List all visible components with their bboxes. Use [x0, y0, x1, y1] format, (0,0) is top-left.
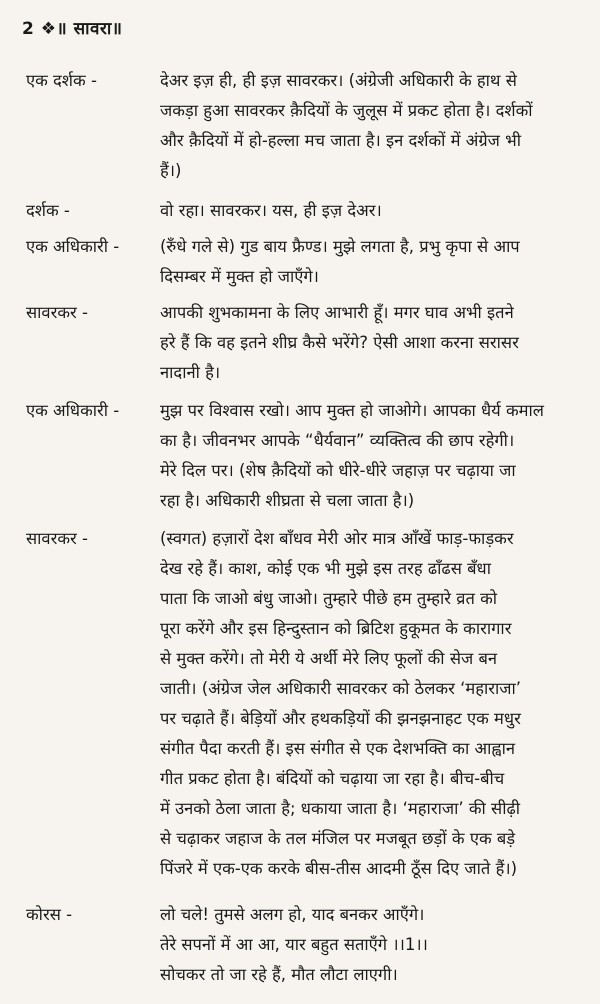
dialogue-line: आपकी शुभकामना के लिए आभारी हूँ। मगर घाव अभी इतने — [160, 303, 514, 322]
page-header: 2 ❖॥ सावरा॥ — [22, 19, 123, 39]
speaker-name: एक अधिकारी - — [26, 237, 120, 256]
speaker-name: सावरकर - — [26, 529, 88, 548]
dialogue-line: पर चढ़ाते हैं। बेड़ियों और हथकड़ियों की झनझनाहट एक मधुर — [160, 709, 521, 728]
speaker-name: सावरकर - — [26, 303, 88, 322]
dialogue-line: नादानी है। — [160, 363, 221, 382]
dialogue-line: मुझ पर विश्वास रखो। आप मुक्त हो जाओगे। आपका धैर्य कमाल — [160, 401, 544, 420]
dialogue-line: और क़ैदियों में हो-हल्ला मच जाता है। इन दर्शकों में अंग्रेज भी — [160, 131, 522, 150]
dialogue-line: गीत प्रकट होता है। बंदियों को चढ़ाया जा रहा है। बीच-बीच — [160, 769, 505, 788]
chorus-line: सोचकर तो जा रहे हैं, मौत लौटा लाएगी। — [160, 965, 398, 984]
speaker-name: दर्शक - — [26, 201, 70, 220]
dialogue-line: वो रहा। सावरकर। यस, ही इज़ देअर। — [160, 201, 382, 220]
speaker-name: एक अधिकारी - — [26, 401, 120, 420]
dialogue-line: जकड़ा हुआ सावरकर क़ैदियों के जुलूस में प्रकट होता है। दर्शकों — [160, 101, 533, 120]
dialogue-line: मेरे दिल पर। (शेष क़ैदियों को धीरे-धीरे जहाज़ पर चढ़ाया जा — [160, 461, 516, 480]
chorus-line: लो चले! तुमसे अलग हो, याद बनकर आएँगे। — [160, 905, 425, 924]
dialogue-line: हैं।) — [160, 161, 182, 180]
dialogue-line: हरे हैं कि वह इतने शीघ्र कैसे भरेंगे? ऐसी आशा करना सरासर — [160, 333, 519, 352]
speaker-name: कोरस - — [26, 905, 73, 924]
dialogue-line: पिंजरे में एक-एक करके बीस-तीस आदमी ठूँस दिए जाते हैं।) — [160, 859, 518, 878]
dialogue-line: रहा है। अधिकारी शीघ्रता से चला जाता है।) — [160, 491, 415, 510]
dialogue-line: में उनको ठेला जाता है; धकाया जाता है। ‘महाराजा’ की सीढ़ी — [160, 799, 521, 818]
dialogue-line: से चढ़ाकर जहाज के तल मंजिल पर मजबूत छड़ों के एक बड़े — [160, 829, 516, 848]
dialogue-line: पाता कि जाओ बंधु जाओ। तुम्हारे पीछे हम तुम्हारे व्रत को — [160, 589, 498, 608]
dialogue-line: (स्वगत) हज़ारों देश बाँधव मेरी ओर मात्र आँखें फाड़-फाड़कर — [160, 529, 514, 548]
dialogue-line: संगीत पैदा करती हैं। इस संगीत से एक देशभक्ति का आह्वान — [160, 739, 516, 758]
dialogue-line: (रुँधे गले से) गुड बाय फ्रैण्ड। मुझे लगता है, प्रभु कृपा से आप — [160, 237, 520, 256]
dialogue-line: का है। जीवनभर आपके “धैर्यवान” व्यक्तित्व की छाप रहेगी। — [160, 431, 515, 450]
speaker-name: एक दर्शक - — [26, 71, 97, 90]
dialogue-line: जाती। (अंग्रेज जेल अधिकारी सावरकर को ठेलकर ‘महाराजा’ — [160, 679, 522, 698]
chorus-line: तेरे सपनों में आ आ, यार बहुत सताएँगे ।।1।। — [160, 935, 428, 954]
dialogue-line: से मुक्त करेंगे। तो मेरी ये अर्थी मेरे लिए फूलों की सेज बन — [160, 649, 498, 668]
dialogue-line: दिसम्बर में मुक्त हो जाएँगे। — [160, 267, 319, 286]
dialogue-line: देख रहे हैं। काश, कोई एक भी मुझे इस तरह ढाँढस बँधा — [160, 559, 491, 578]
dialogue-line: देअर इज़ ही, ही इज़ सावरकर। (अंग्रेजी अधिकारी के हाथ से — [160, 71, 517, 90]
dialogue-line: पूरा करेंगे और इस हिन्दुस्तान को ब्रिटिश हुकूमत के कारागार — [160, 619, 512, 638]
